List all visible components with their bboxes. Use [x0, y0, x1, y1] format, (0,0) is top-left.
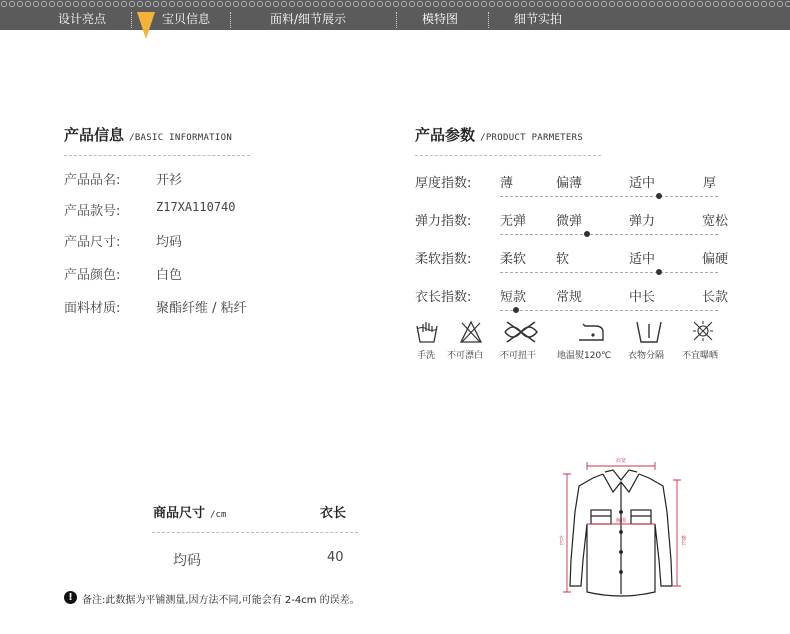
info-value: 均码: [156, 235, 183, 250]
size-header-label: 商品尺寸: [153, 506, 206, 521]
param-label: 厚度指数:: [415, 176, 472, 191]
nav-tab-product-info[interactable]: 宝贝信息: [162, 12, 211, 26]
param-track: [500, 196, 718, 197]
nav-divider: [230, 12, 231, 28]
nav-tab-model-photos[interactable]: 模特图: [422, 12, 459, 26]
shoulder-label: 肩宽: [615, 458, 627, 464]
info-label: 面料材质:: [64, 301, 121, 316]
param-option: 薄: [500, 176, 514, 191]
separate-wash-icon: [637, 322, 661, 342]
nav-tab-fabric-details[interactable]: 面料/细节展示: [270, 12, 347, 26]
param-option: 微弹: [556, 214, 583, 229]
length-header: 衣长: [320, 506, 347, 521]
param-option: 偏薄: [556, 176, 583, 191]
param-option: 适中: [629, 176, 656, 191]
size-header: [153, 502, 226, 521]
param-option: 中长: [629, 290, 656, 305]
param-label: 弹力指数:: [415, 214, 472, 229]
garment-measurement-diagram: [553, 452, 689, 612]
param-option: 长款: [702, 290, 729, 305]
param-option: 宽松: [702, 214, 729, 229]
chest-label: 胸围: [615, 518, 627, 524]
care-label: 不可漂白: [447, 351, 484, 361]
param-option: 偏硬: [702, 252, 729, 267]
sleeve-label: 袖长: [680, 535, 686, 545]
nav-divider: [131, 12, 132, 28]
divider: [64, 155, 250, 156]
exclamation-icon: !: [64, 591, 77, 604]
product-params-subtitle: /PRODUCT PARMETERS: [480, 133, 584, 143]
nav-tab-design-highlights[interactable]: 设计亮点: [58, 12, 107, 26]
length-value: 40: [327, 550, 344, 565]
param-option: 软: [556, 252, 570, 267]
info-value: 开衫: [156, 173, 183, 188]
product-info-heading: [64, 124, 232, 145]
nav-divider: [396, 12, 397, 28]
param-option: 适中: [629, 252, 656, 267]
param-label: 衣长指数:: [415, 290, 472, 305]
param-option: 短款: [500, 290, 527, 305]
size-header-unit: /cm: [210, 510, 227, 520]
param-option: 无弹: [500, 214, 527, 229]
divider: [415, 155, 601, 156]
care-icons: [415, 318, 735, 348]
product-params-title: 产品参数: [415, 126, 476, 144]
product-params-heading: [415, 124, 583, 145]
param-indicator-dot: [584, 231, 590, 237]
info-label: 产品款号:: [64, 204, 121, 219]
no-wring-icon: [505, 322, 537, 342]
param-label: 柔软指数:: [415, 252, 472, 267]
param-track: [500, 272, 718, 273]
info-value: Z17XA110740: [156, 200, 236, 214]
no-sun-dry-icon: [693, 321, 713, 341]
info-value: 白色: [156, 268, 183, 283]
nav-tab-detail-shots[interactable]: 细节实拍: [514, 12, 563, 26]
info-label: 产品品名:: [64, 173, 121, 188]
info-label: 产品颜色:: [64, 268, 121, 283]
info-value: 聚酯纤维 / 粘纤: [156, 301, 247, 316]
param-option: 弹力: [629, 214, 656, 229]
info-label: 产品尺寸:: [64, 235, 121, 250]
param-option: 常规: [556, 290, 583, 305]
param-track: [500, 234, 718, 235]
param-track: [500, 310, 718, 311]
no-bleach-icon: [461, 322, 481, 342]
iron-low-temp-icon: [579, 324, 603, 340]
param-option: 厚: [703, 176, 717, 191]
care-label: 不可扭干: [500, 351, 537, 361]
care-label: 手洗: [417, 351, 436, 361]
shirt-outline-icon: [570, 470, 672, 596]
product-info-title: 产品信息: [64, 126, 125, 144]
care-label: 地温熨120℃: [557, 351, 612, 361]
param-indicator-dot: [656, 269, 662, 275]
param-indicator-dot: [656, 193, 662, 199]
nav-active-marker: [137, 12, 155, 39]
param-option: 柔软: [500, 252, 527, 267]
care-label: 不宜曝晒: [682, 351, 719, 361]
product-info-subtitle: /BASIC INFORMATION: [129, 133, 233, 143]
divider: [152, 532, 358, 533]
param-indicator-dot: [513, 307, 519, 313]
hand-wash-icon: [417, 322, 437, 342]
length-label: 衣长: [558, 535, 564, 545]
nav-pattern-border: [0, 0, 790, 8]
note-text: 备注:此数据为平铺测量,因方法不同,可能会有 2-4cm 的误差。: [82, 595, 360, 606]
care-label: 衣物分隔: [628, 351, 665, 361]
size-value: 均码: [173, 553, 201, 569]
nav-divider: [488, 12, 489, 28]
